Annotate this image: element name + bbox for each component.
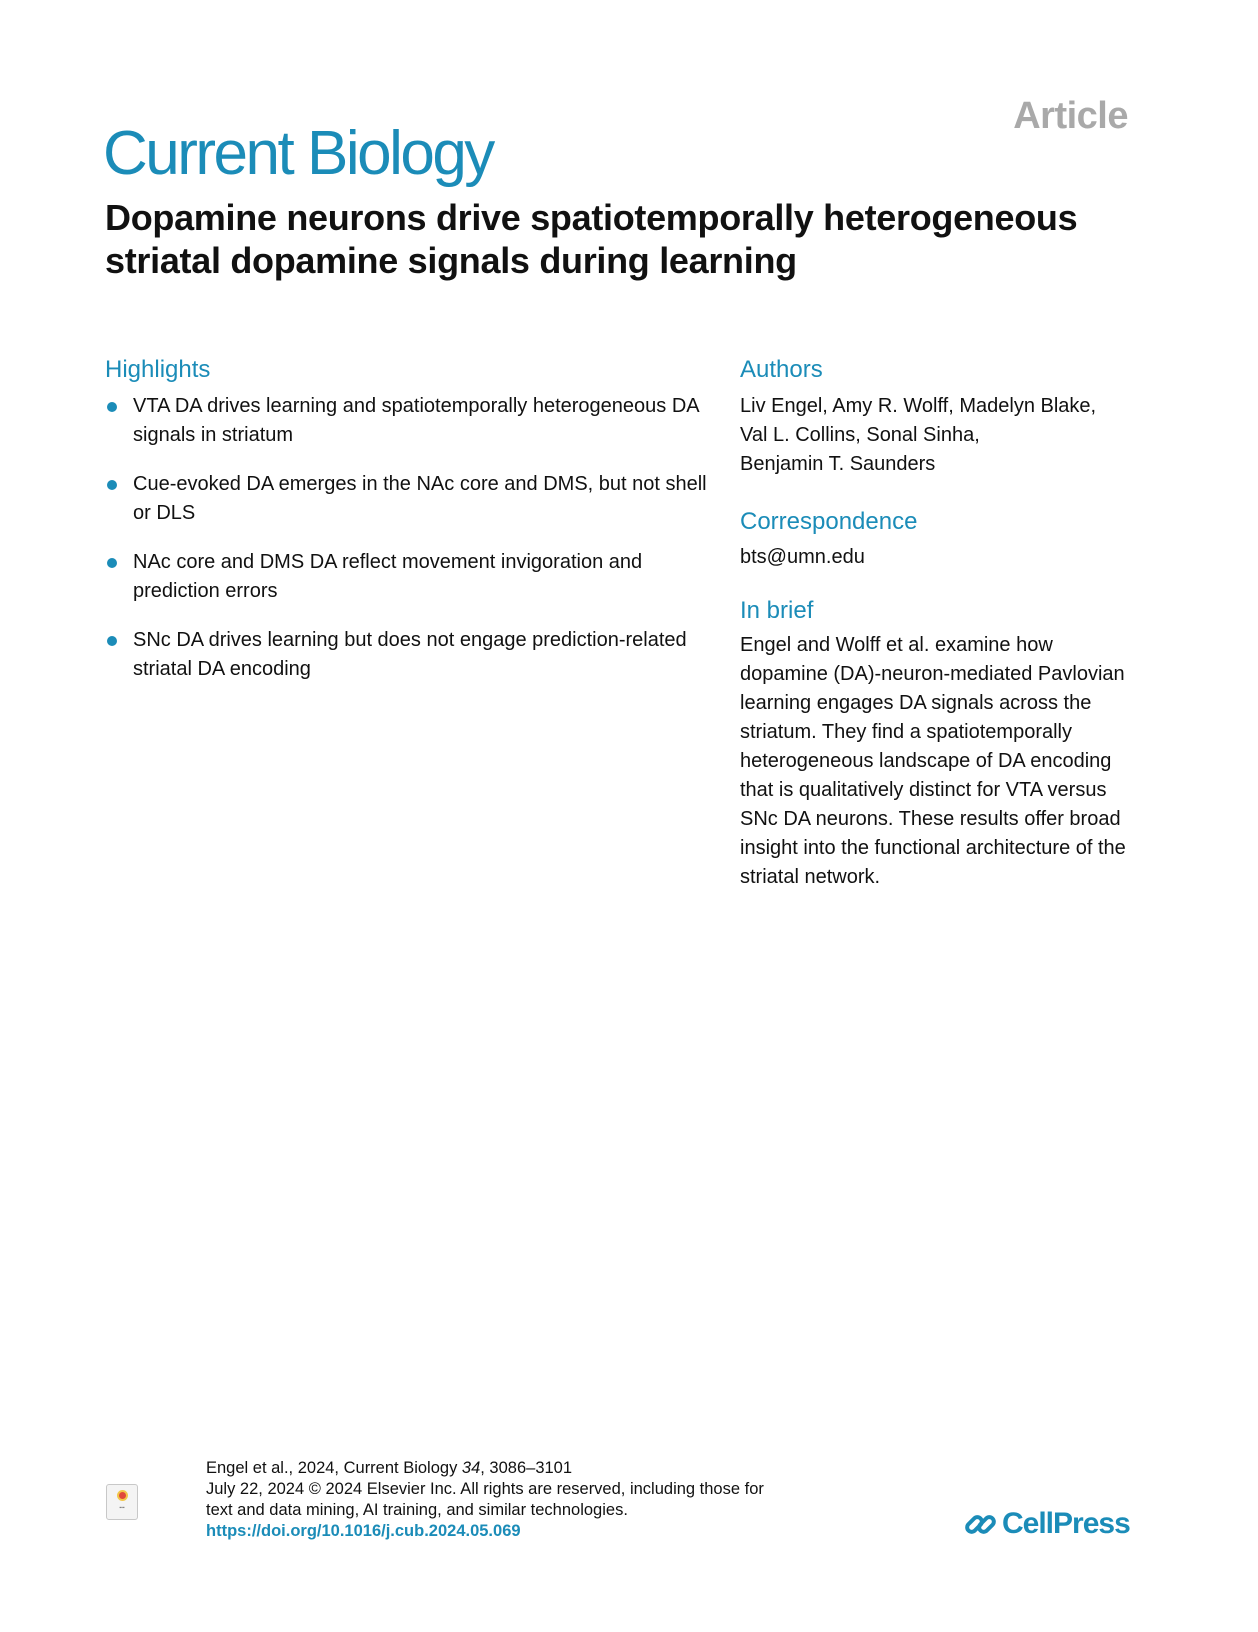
authors-heading: Authors: [740, 356, 823, 383]
highlight-item: [105, 470, 725, 528]
highlight-item: [105, 548, 725, 606]
highlight-text: NAc core and DMS DA reflect movement invigoration and prediction errors: [133, 551, 643, 602]
check-updates-mark: [117, 1490, 128, 1501]
highlight-item: [105, 392, 725, 450]
highlight-text: SNc DA drives learning but does not engage prediction-related striatal DA encoding: [133, 629, 687, 680]
rights-line: text and data mining, AI training, and similar technologies.: [206, 1501, 628, 1519]
citation-block: [206, 1458, 866, 1542]
citation-volume: 34: [461, 1459, 481, 1477]
article-title: Dopamine neurons drive spatiotemporally heterogeneous striatal dopamine signals during learning: [105, 197, 1078, 281]
highlight-text: Cue-evoked DA emerges in the NAc core and DMS, but not shell or DLS: [133, 473, 707, 524]
citation-prefix: Engel et al., 2024, Current Biology: [206, 1459, 462, 1477]
check-for-updates-icon[interactable]: [106, 1484, 138, 1520]
cellpress-logo[interactable]: [964, 1504, 1130, 1544]
citation-line: [206, 1458, 866, 1479]
citation-pages: , 3086–3101: [480, 1459, 573, 1477]
bullet-dot-icon: [107, 402, 117, 412]
journal-name: Current Biology: [103, 119, 493, 188]
check-updates-caption: ▪▪▪: [119, 1505, 125, 1511]
bullet-dot-icon: [107, 636, 117, 646]
highlights-list: [105, 392, 725, 704]
cellpress-logo-icon: [964, 1509, 998, 1539]
doi-link[interactable]: https://doi.org/10.1016/j.cub.2024.05.069: [206, 1522, 521, 1540]
highlight-text: VTA DA drives learning and spatiotemporally heterogeneous DA signals in striatum: [133, 395, 699, 446]
author-line: Benjamin T. Saunders: [740, 453, 936, 475]
date-rights-line: July 22, 2024 © 2024 Elsevier Inc. All rights are reserved, including those for: [206, 1480, 764, 1498]
highlights-heading: Highlights: [105, 356, 211, 383]
correspondence-email[interactable]: bts@umn.edu: [740, 546, 865, 568]
highlight-item: [105, 626, 725, 684]
article-type-label: Article: [1013, 95, 1128, 137]
author-list: [740, 392, 1140, 479]
correspondence-heading: Correspondence: [740, 508, 918, 535]
author-line: Val L. Collins, Sonal Sinha,: [740, 424, 980, 446]
in-brief-text: Engel and Wolff et al. examine how dopamine (DA)-neuron-mediated Pavlovian learning engages DA signals across the striatum. They find a spatiotemporally heterogeneous landscape of DA encoding that is qualitatively distinct for VTA versus SNc DA neurons. These results offer broad insight into the functional architecture of the striatal network.: [740, 634, 1126, 888]
cellpress-wordmark: CellPress: [1002, 1507, 1130, 1540]
bullet-dot-icon: [107, 558, 117, 568]
author-line: Liv Engel, Amy R. Wolff, Madelyn Blake,: [740, 395, 1097, 417]
bullet-dot-icon: [107, 480, 117, 490]
in-brief-heading: In brief: [740, 597, 814, 624]
